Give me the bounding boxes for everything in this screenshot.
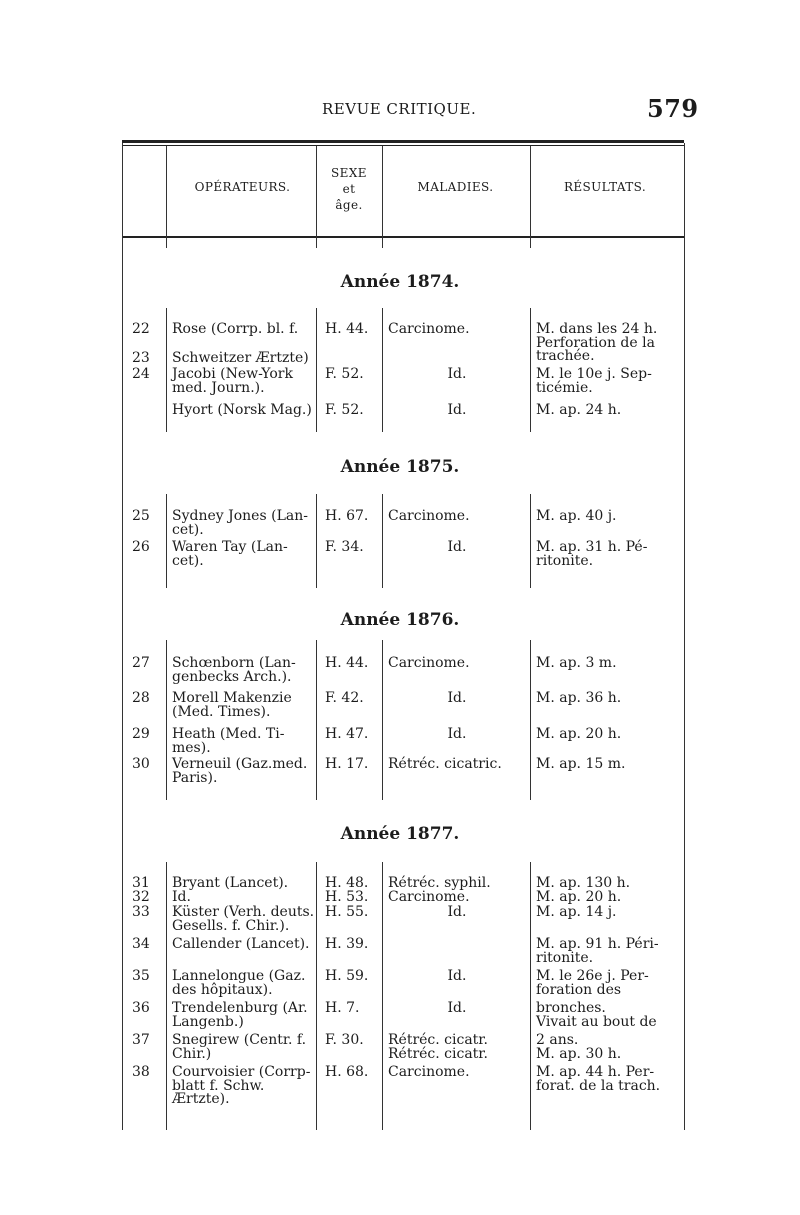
row-number: 31	[132, 875, 150, 891]
disease-cell: Id.	[447, 366, 467, 382]
row-number: 24	[132, 366, 150, 382]
column-divider	[166, 308, 167, 432]
result-cell: M. ap. 20 h.	[536, 889, 622, 905]
row-number: 30	[132, 756, 150, 772]
column-divider	[382, 308, 383, 432]
sex-age-cell: F. 52.	[325, 402, 364, 418]
result-cell: M. ap. 91 h. Péri- ritonite.	[536, 936, 659, 966]
column-divider	[316, 494, 317, 588]
disease-cell: Id.	[447, 968, 467, 984]
top-rule-thin	[122, 145, 684, 146]
result-cell: 2 ans. M. ap. 30 h.	[536, 1032, 622, 1062]
row-number: 29	[132, 726, 150, 742]
result-cell: M. ap. 40 j.	[536, 508, 617, 524]
running-title: REVUE CRITIQUE.	[322, 100, 477, 118]
result-cell: M. ap. 15 m.	[536, 756, 626, 772]
result-cell: M. ap. 31 h. Pé- ritonite.	[536, 539, 648, 569]
disease-cell: Carcinome.	[388, 321, 470, 337]
row-number: 34	[132, 936, 150, 952]
col-maladies: MALADIES.	[417, 180, 494, 194]
column-divider	[316, 146, 317, 248]
result-cell: M. ap. 20 h.	[536, 726, 622, 742]
disease-cell: Rétréc. cicatr. Rétréc. cicatr.	[388, 1032, 488, 1062]
column-divider	[382, 494, 383, 588]
sex-age-cell: H. 44.	[325, 655, 369, 671]
disease-cell: Carcinome.	[388, 1064, 470, 1080]
col-et: et	[342, 182, 356, 196]
column-divider	[530, 146, 531, 248]
year-heading: Année 1877.	[340, 824, 460, 844]
result-cell: M. le 26e j. Per- foration des	[536, 968, 649, 998]
disease-cell: Id.	[447, 539, 467, 555]
sex-age-cell: H. 39.	[325, 936, 369, 952]
disease-cell: Id.	[447, 690, 467, 706]
sex-age-cell: H. 55.	[325, 904, 369, 920]
sex-age-cell: H. 68.	[325, 1064, 369, 1080]
operator-cell: Rose (Corrp. bl. f.	[172, 321, 299, 337]
column-divider	[530, 494, 531, 588]
operator-cell: Waren Tay (Lan- cet).	[172, 539, 288, 569]
column-divider	[166, 862, 167, 1130]
col-resultats: RÉSULTATS.	[563, 180, 647, 194]
operator-cell: Küster (Verh. deuts. Gesells. f. Chir.).	[172, 904, 315, 934]
disease-cell: Carcinome.	[388, 889, 470, 905]
disease-cell: Carcinome.	[388, 508, 470, 524]
row-number: 22	[132, 321, 150, 337]
sex-age-cell: F. 34.	[325, 539, 364, 555]
disease-cell: Carcinome.	[388, 655, 470, 671]
disease-cell: Id.	[447, 1000, 467, 1016]
disease-cell: Id.	[447, 402, 467, 418]
result-cell: M. ap. 130 h.	[536, 875, 631, 891]
result-cell: M. ap. 14 j.	[536, 904, 617, 920]
year-heading: Année 1876.	[340, 610, 460, 630]
year-heading: Année 1875.	[340, 457, 460, 477]
row-number: 23	[132, 350, 150, 366]
result-cell: bronches. Vivait au bout de	[536, 1000, 657, 1030]
operator-cell: Callender (Lancet).	[172, 936, 310, 952]
result-cell: M. ap. 36 h.	[536, 690, 622, 706]
col-sexe: SEXE	[331, 166, 367, 180]
operator-cell: Jacobi (New-York med. Journ.).	[172, 366, 293, 396]
page-number: 579	[647, 94, 699, 123]
disease-cell: Rétréc. syphil.	[388, 875, 491, 891]
disease-cell: Id.	[447, 904, 467, 920]
operator-cell: Trendelenburg (Ar. Langenb.)	[172, 1000, 308, 1030]
row-number: 33	[132, 904, 150, 920]
operator-cell: Morell Makenzie (Med. Times).	[172, 690, 292, 720]
row-number: 38	[132, 1064, 150, 1080]
row-number: 32	[132, 889, 150, 905]
column-divider	[382, 640, 383, 800]
row-number: 25	[132, 508, 150, 524]
operator-cell: Schœnborn (Lan- genbecks Arch.).	[172, 655, 296, 685]
column-divider	[316, 640, 317, 800]
column-divider	[166, 146, 167, 248]
operator-cell: Courvoisier (Corrp- blatt f. Schw. Ærtzte).	[172, 1064, 311, 1107]
row-number: 27	[132, 655, 150, 671]
result-cell: M. ap. 44 h. Per- forat. de la trach.	[536, 1064, 661, 1094]
sex-age-cell: H. 48.	[325, 875, 369, 891]
operator-cell: Snegirew (Centr. f. Chir.)	[172, 1032, 307, 1062]
result-cell: M. ap. 3 m.	[536, 655, 617, 671]
operator-cell: Lannelongue (Gaz. des hôpitaux).	[172, 968, 306, 998]
header-rule	[122, 236, 684, 238]
sex-age-cell: F. 42.	[325, 690, 364, 706]
operator-cell: Sydney Jones (Lan- cet).	[172, 508, 308, 538]
operator-cell: Schweitzer Ærtzte)	[172, 350, 309, 366]
disease-cell: Rétréc. cicatric.	[388, 756, 502, 772]
operator-cell: Id.	[172, 889, 191, 905]
operator-cell: Hyort (Norsk Mag.)	[172, 402, 312, 418]
operator-cell: Bryant (Lancet).	[172, 875, 289, 891]
column-divider	[382, 862, 383, 1130]
sex-age-cell: H. 17.	[325, 756, 369, 772]
sex-age-cell: H. 67.	[325, 508, 369, 524]
row-number: 28	[132, 690, 150, 706]
row-number: 37	[132, 1032, 150, 1048]
year-heading: Année 1874.	[340, 272, 460, 292]
row-number: 35	[132, 968, 150, 984]
sex-age-cell: H. 7.	[325, 1000, 360, 1016]
operator-cell: Heath (Med. Ti- mes).	[172, 726, 285, 756]
sex-age-cell: F. 30.	[325, 1032, 364, 1048]
col-operateurs: OPÉRATEURS.	[194, 180, 291, 194]
sex-age-cell: H. 44.	[325, 321, 369, 337]
column-divider	[316, 862, 317, 1130]
top-rule	[122, 140, 684, 143]
sex-age-cell: H. 59.	[325, 968, 369, 984]
result-cell: M. dans les 24 h. Perforation de la trachée.	[536, 321, 658, 364]
column-divider	[382, 146, 383, 248]
column-divider	[530, 862, 531, 1130]
result-cell: M. ap. 24 h.	[536, 402, 622, 418]
disease-cell: Id.	[447, 726, 467, 742]
col-age: âge.	[335, 198, 363, 212]
row-number: 26	[132, 539, 150, 555]
sex-age-cell: H. 47.	[325, 726, 369, 742]
sex-age-cell: F. 52.	[325, 366, 364, 382]
sex-age-cell: H. 53.	[325, 889, 369, 905]
result-cell: M. le 10e j. Sep- ticémie.	[536, 366, 652, 396]
column-divider	[166, 640, 167, 800]
operator-cell: Verneuil (Gaz.med. Paris).	[172, 756, 308, 786]
column-divider	[530, 640, 531, 800]
column-divider	[530, 308, 531, 432]
row-number: 36	[132, 1000, 150, 1016]
column-divider	[166, 494, 167, 588]
column-divider	[316, 308, 317, 432]
